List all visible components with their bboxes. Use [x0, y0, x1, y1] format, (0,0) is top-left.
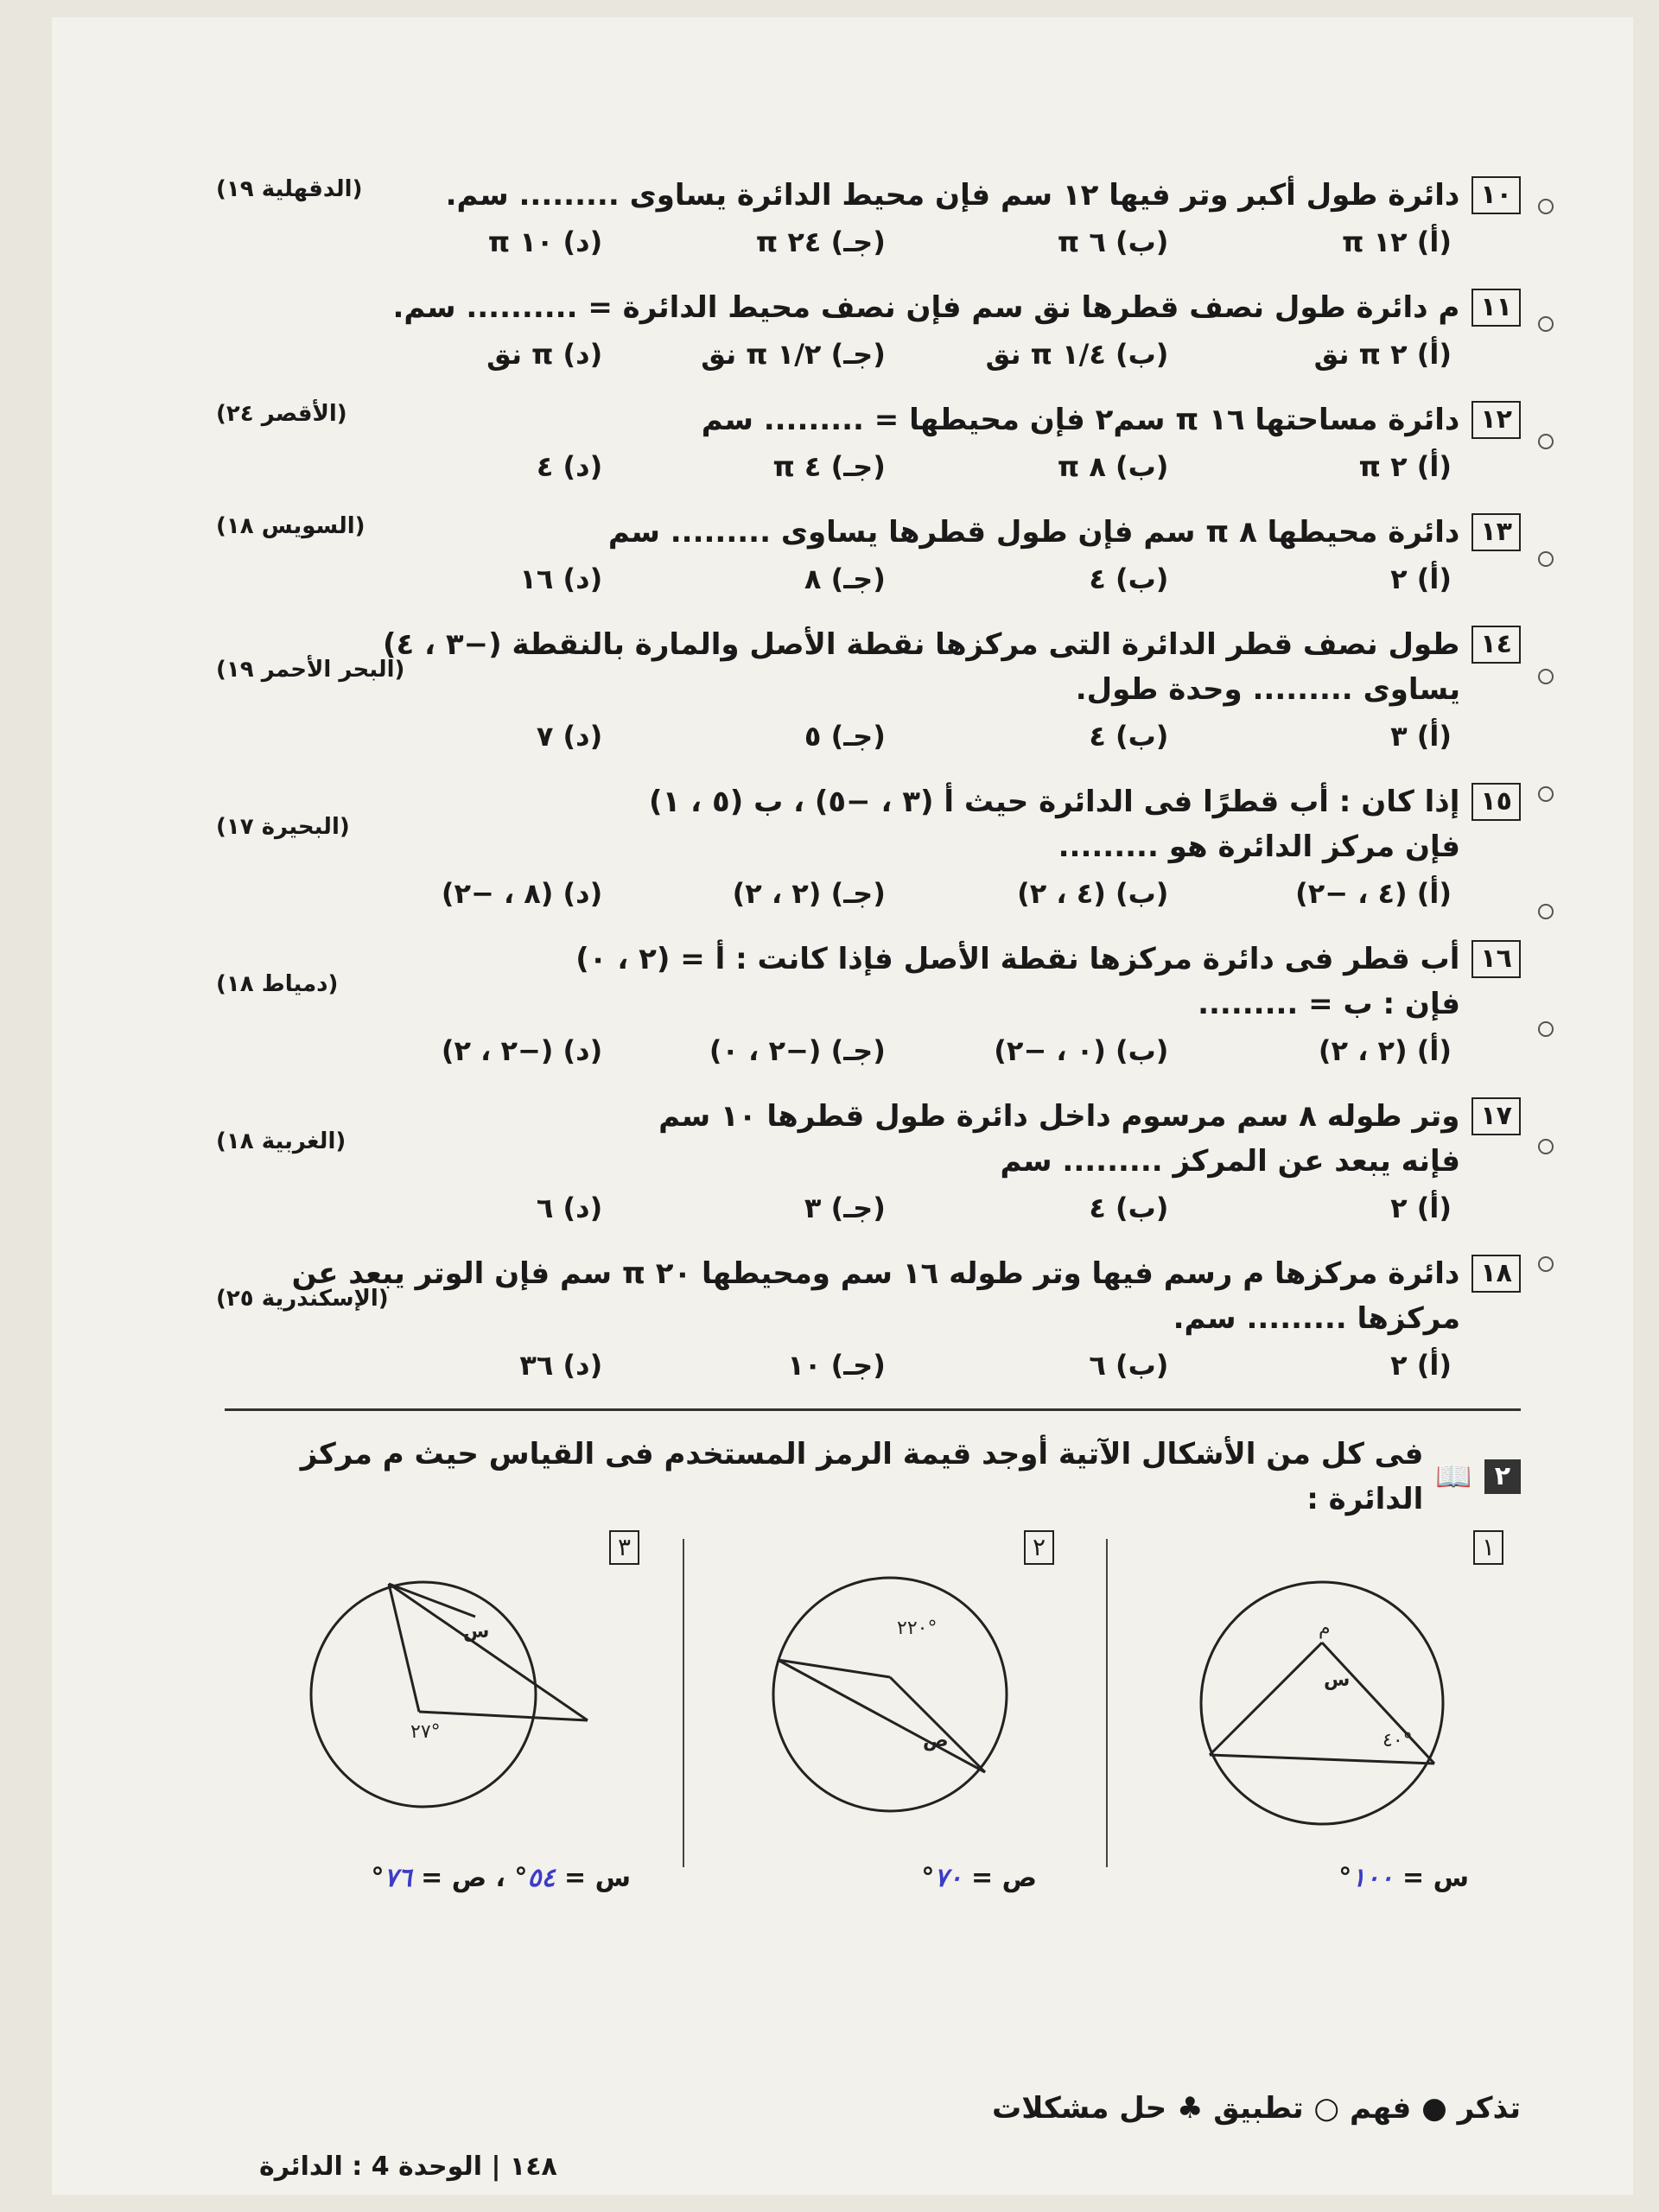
svg-text:م: م [1319, 1618, 1331, 1639]
option-d[interactable]: (د) π نق [486, 338, 603, 371]
section-2-heading [225, 1432, 1521, 1522]
var-label: ص [923, 1730, 949, 1751]
circle-diagram-3 [259, 1530, 657, 1841]
question-text: م دائرة طول نصف قطرها نق سم فإن نصف محيط الدائرة = .......... سم. [392, 290, 1460, 325]
level-problem-solving: حل مشكلات [992, 2091, 1167, 2126]
option-b[interactable]: (ب) (٠ ، −٢) [994, 1034, 1169, 1067]
question-number: ١٤ [1471, 626, 1521, 664]
question-16 [216, 937, 1521, 1075]
option-a[interactable]: (أ) ٢ π [1358, 450, 1452, 483]
option-b[interactable]: (ب) ٤ [1089, 1192, 1169, 1224]
question-number: ١١ [1471, 289, 1521, 327]
questions-area [216, 173, 1521, 1893]
option-a[interactable]: (أ) (٤ ، −٢) [1295, 877, 1452, 910]
option-c[interactable]: (جـ) ٤ π [772, 450, 886, 483]
question-17 [216, 1094, 1521, 1232]
option-d[interactable]: (د) ٤ [536, 450, 603, 483]
binder-holes [1538, 199, 1554, 1374]
figure-2 [691, 1530, 1089, 1893]
option-d[interactable]: (د) ١٠ π [487, 226, 603, 258]
circle-diagram-2 [691, 1530, 1089, 1841]
question-continuation: مركزها ......... سم. [1173, 1301, 1460, 1336]
handwritten-answer: ٧٠ [934, 1863, 963, 1893]
angle-label: ٢٢٠° [897, 1618, 938, 1639]
unit-title: الوحدة 4 : الدائرة [259, 2152, 483, 2182]
option-a[interactable]: (أ) (٢ ، ٢) [1318, 1034, 1452, 1067]
section-number: ٢ [1484, 1459, 1521, 1494]
handwritten-answer-2: ٧٦ [384, 1863, 412, 1893]
option-c[interactable]: (جـ) ٥ [804, 720, 886, 753]
question-text: أب قطر فى دائرة مركزها نقطة الأصل فإذا كانت : أ = (٢ ، ٠) [575, 942, 1460, 976]
section-instruction: فى كل من الأشكال الآتية أوجد قيمة الرمز المستخدم فى القياس حيث م مركز الدائرة : [300, 1437, 1424, 1516]
option-a[interactable]: (أ) ٢ [1390, 1192, 1452, 1224]
handwritten-answer: ١٠٠ [1351, 1863, 1394, 1893]
option-b[interactable]: (ب) ٨ π [1057, 450, 1169, 483]
figure-label: ٣ [609, 1530, 639, 1565]
question-continuation: فإن مركز الدائرة هو ......... [1058, 830, 1460, 864]
question-text: دائرة مساحتها ١٦ π سم٢ فإن محيطها = ......... سم [701, 403, 1460, 437]
figures-row [225, 1530, 1521, 1893]
section-divider [225, 1408, 1521, 1411]
question-14 [216, 622, 1521, 760]
option-b[interactable]: (ب) ١/٤ π نق [985, 338, 1169, 371]
figure-divider [1106, 1539, 1108, 1867]
option-b[interactable]: (ب) ٤ [1089, 563, 1169, 595]
question-13 [216, 510, 1521, 603]
question-number: ١٠ [1471, 176, 1521, 214]
figure-1 [1123, 1530, 1521, 1893]
figure-label: ١ [1473, 1530, 1503, 1565]
option-d[interactable]: (د) ٧ [536, 720, 603, 753]
question-10 [216, 173, 1521, 266]
option-d[interactable]: (د) ١٦ [519, 563, 603, 595]
option-d[interactable]: (د) (٨ ، −٢) [441, 877, 603, 910]
question-source: (البحيرة ١٧) [216, 814, 350, 840]
option-d[interactable]: (د) (−٢ ، ٢) [441, 1034, 603, 1067]
angle-label: ٤٠° [1382, 1730, 1413, 1751]
question-18 [216, 1251, 1521, 1389]
handwritten-answer: ٥٤ [527, 1863, 556, 1893]
answer-line: ص = ٧٠° [921, 1863, 1037, 1893]
question-number: ١٥ [1471, 783, 1521, 821]
question-12 [216, 397, 1521, 491]
option-d[interactable]: (د) ٦ [536, 1192, 603, 1224]
figure-label: ٢ [1024, 1530, 1054, 1565]
question-source: (الأقصر ٢٤) [216, 401, 347, 427]
question-source: (البحر الأحمر ١٩) [216, 657, 405, 683]
option-c[interactable]: (جـ) ٨ [804, 563, 886, 595]
option-a[interactable]: (أ) ٣ [1390, 720, 1452, 753]
question-continuation: فإنه يبعد عن المركز ......... سم [1000, 1144, 1460, 1179]
option-b[interactable]: (ب) ٦ [1089, 1349, 1169, 1382]
question-source: (السويس ١٨) [216, 513, 365, 539]
question-text: دائرة محيطها ٨ π سم فإن طول قطرها يساوى ......... سم [607, 515, 1460, 550]
question-15 [216, 779, 1521, 918]
option-b[interactable]: (ب) ٦ π [1057, 226, 1169, 258]
book-icon: 📖 [1435, 1459, 1472, 1494]
option-a[interactable]: (أ) ١٢ π [1342, 226, 1452, 258]
level-remember: تذكر [1457, 2091, 1521, 2126]
option-c[interactable]: (جـ) ١٠ [787, 1349, 886, 1382]
level-apply: تطبيق [1213, 2091, 1304, 2126]
figure-3 [259, 1530, 657, 1893]
option-a[interactable]: (أ) ٢ [1390, 563, 1452, 595]
question-number: ١٢ [1471, 401, 1521, 439]
question-source: (الدقهلية ١٩) [216, 176, 363, 202]
figure-divider [683, 1539, 684, 1867]
question-11 [225, 285, 1521, 378]
option-b[interactable]: (ب) (٤ ، ٢) [1017, 877, 1169, 910]
option-c[interactable]: (جـ) (−٢ ، ٠) [709, 1034, 886, 1067]
question-number: ١٧ [1471, 1097, 1521, 1135]
bloom-levels: تذكر ● فهم ○ تطبيق ♣ حل مشكلات [992, 2091, 1521, 2126]
question-number: ١٦ [1471, 940, 1521, 978]
option-c[interactable]: (جـ) (٢ ، ٢) [732, 877, 886, 910]
question-text: وتر طوله ٨ سم مرسوم داخل دائرة طول قطرها ١٠ سم [658, 1099, 1460, 1134]
angle-label: ٢٧° [410, 1721, 441, 1743]
question-number: ١٨ [1471, 1255, 1521, 1293]
option-a[interactable]: (أ) ٢ [1390, 1349, 1452, 1382]
level-understand: فهم [1349, 2091, 1412, 2126]
page-number: ١٤٨ [509, 2152, 557, 2182]
option-c[interactable]: (جـ) ٢٤ π [755, 226, 886, 258]
var-label: س [1324, 1669, 1351, 1691]
question-text: إذا كان : أب قطرًا فى الدائرة حيث أ (٣ ، −٥) ، ب (٥ ، ١) [649, 785, 1460, 819]
question-text: طول نصف قطر الدائرة التى مركزها نقطة الأصل والمارة بالنقطة (−٣ ، ٤) [383, 627, 1460, 662]
question-source: (الغربية ١٨) [216, 1128, 346, 1154]
answer-line: س = ١٠٠° [1338, 1863, 1469, 1893]
var-label: س [463, 1621, 490, 1643]
option-a[interactable]: (أ) ٢ π نق [1313, 338, 1452, 371]
option-b[interactable]: (ب) ٤ [1089, 720, 1169, 753]
option-d[interactable]: (د) ٣٦ [519, 1349, 603, 1382]
question-continuation: يساوى ......... وحدة طول. [1075, 672, 1460, 707]
question-continuation: فإن : ب = ......... [1198, 987, 1460, 1021]
option-c[interactable]: (جـ) ٣ [804, 1192, 886, 1224]
question-source: (دمياط ١٨) [216, 971, 339, 997]
answer-line: س = ٥٤° ، ص = ٧٦° [371, 1863, 631, 1893]
question-text: دائرة مركزها م رسم فيها وتر طوله ١٦ سم ومحيطها ٢٠ π سم فإن الوتر يبعد عن [291, 1256, 1460, 1291]
question-source: (الإسكندرية ٢٥) [216, 1286, 389, 1312]
page-info: ١٤٨ | الوحدة 4 : الدائرة [259, 2152, 557, 2182]
question-number: ١٣ [1471, 513, 1521, 551]
question-text: دائرة طول أكبر وتر فيها ١٢ سم فإن محيط الدائرة يساوى ......... سم. [445, 178, 1460, 213]
circle-diagram-1 [1123, 1530, 1521, 1841]
option-c[interactable]: (جـ) ١/٢ π نق [701, 338, 886, 371]
